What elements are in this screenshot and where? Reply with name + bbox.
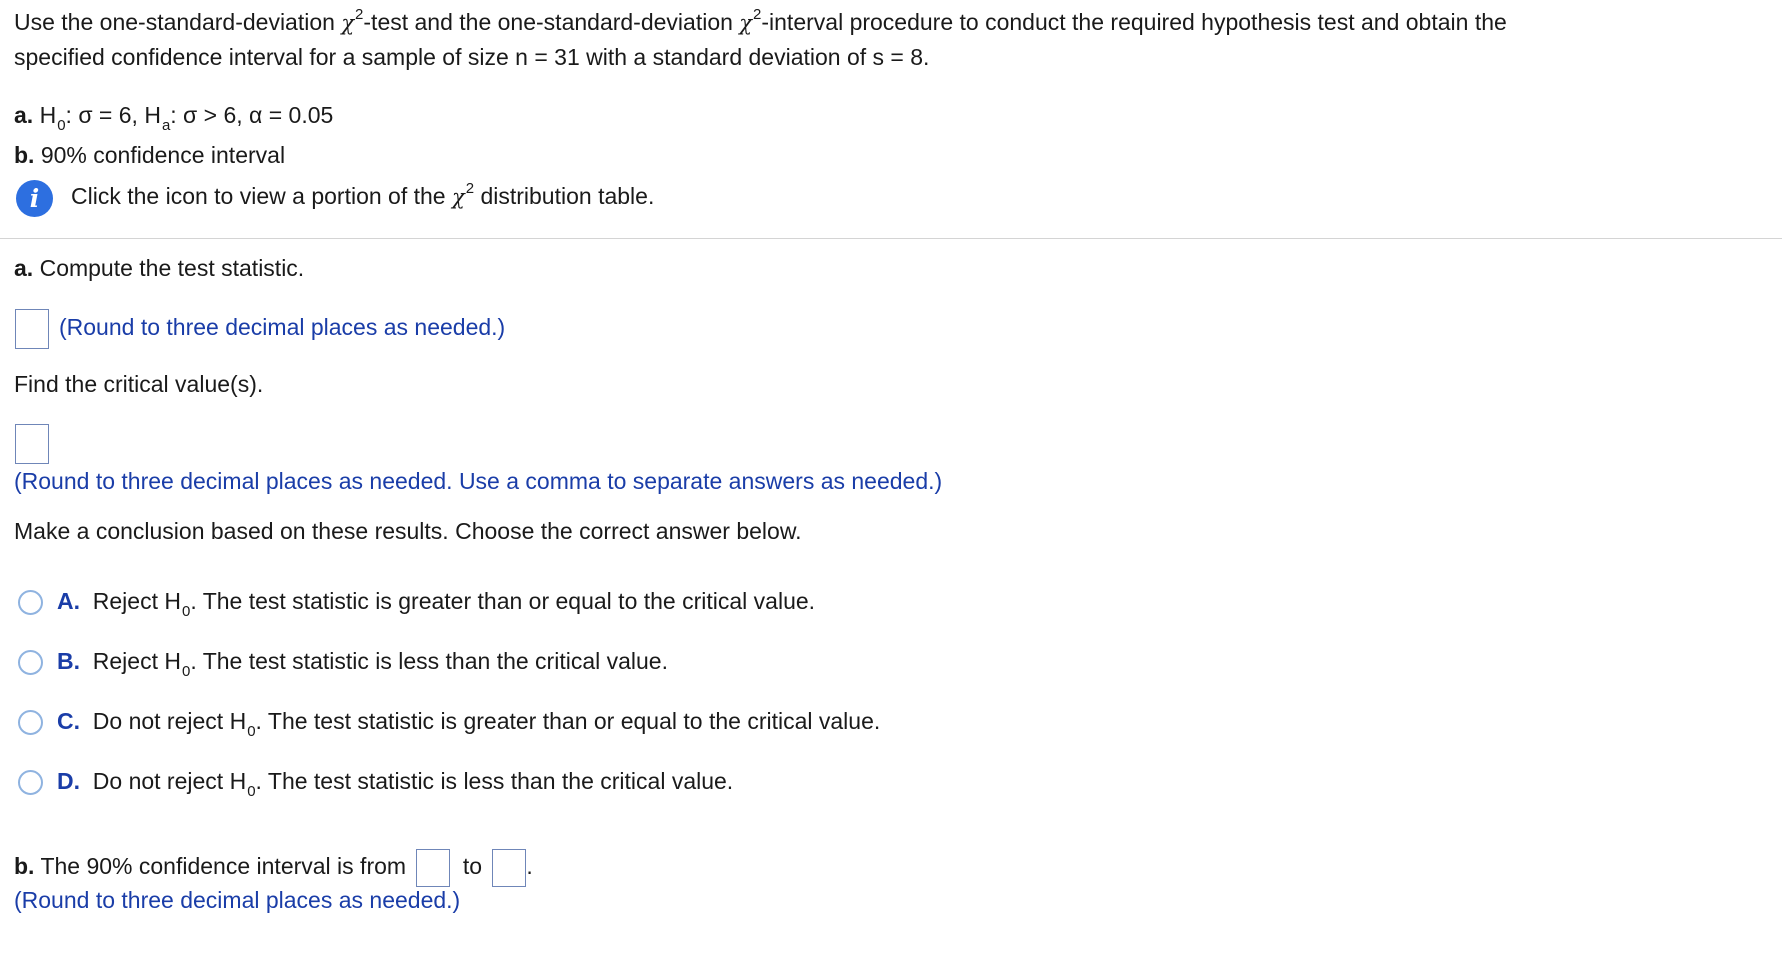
info-icon[interactable]: i [16, 180, 53, 217]
option-c-radio[interactable] [18, 710, 43, 735]
interval-hint: (Round to three decimal places as needed.) [14, 887, 461, 913]
part-b-prompt: b. The 90% confidence interval is from to . [14, 849, 533, 887]
option-a[interactable]: A. Reject $H_0$. The test statistic is greater than or equal to the critical value. [57, 588, 816, 620]
chi-symbol: χ [739, 11, 753, 35]
option-a-radio[interactable] [18, 590, 43, 615]
option-d[interactable]: D. Do not reject $H_0$. The test statistic is less than the critical value. [57, 768, 734, 800]
problem-statement-line-2: specified confidence interval for a sample of size n = 31 with a standard deviation of s = 8. [14, 44, 930, 70]
critical-value-prompt: Find the critical value(s). [14, 371, 264, 397]
option-d-radio[interactable] [18, 770, 43, 795]
option-b[interactable]: B. Reject $H_0$. The test statistic is less than the critical value. [57, 648, 668, 680]
conclusion-prompt: Make a conclusion based on these results. Choose the correct answer below. [14, 518, 802, 544]
info-text: Click the icon to view a portion of the $\chi^2$ distribution table. [71, 180, 655, 209]
critical-value-input[interactable] [15, 424, 49, 464]
interval-lower-input[interactable] [416, 849, 450, 887]
hypotheses: a. $H_0$: σ = 6, $H_a$: σ > 6, α = 0.05 [14, 102, 334, 134]
critical-value-hint: (Round to three decimal places as needed. Use a comma to separate answers as needed.) [14, 468, 943, 494]
problem-statement-line-1: Use the one-standard-deviation $\chi^2$-test and the one-standard-deviation $\chi^2$-interval procedure to conduct the required hypothesis test and obtain the [14, 6, 1507, 35]
chi-symbol: χ [341, 11, 355, 35]
confidence-level: b. 90% confidence interval [14, 142, 286, 168]
option-c[interactable]: C. Do not reject $H_0$. The test statistic is greater than or equal to the critical value. [57, 708, 881, 740]
rounding-hint: (Round to three decimal places as needed.) [59, 314, 506, 340]
test-statistic-input[interactable] [15, 309, 49, 349]
part-a-prompt: a. Compute the test statistic. [14, 255, 305, 281]
chi-symbol: χ [451, 185, 465, 209]
interval-upper-input[interactable] [492, 849, 526, 887]
option-b-radio[interactable] [18, 650, 43, 675]
section-divider [0, 238, 1782, 239]
